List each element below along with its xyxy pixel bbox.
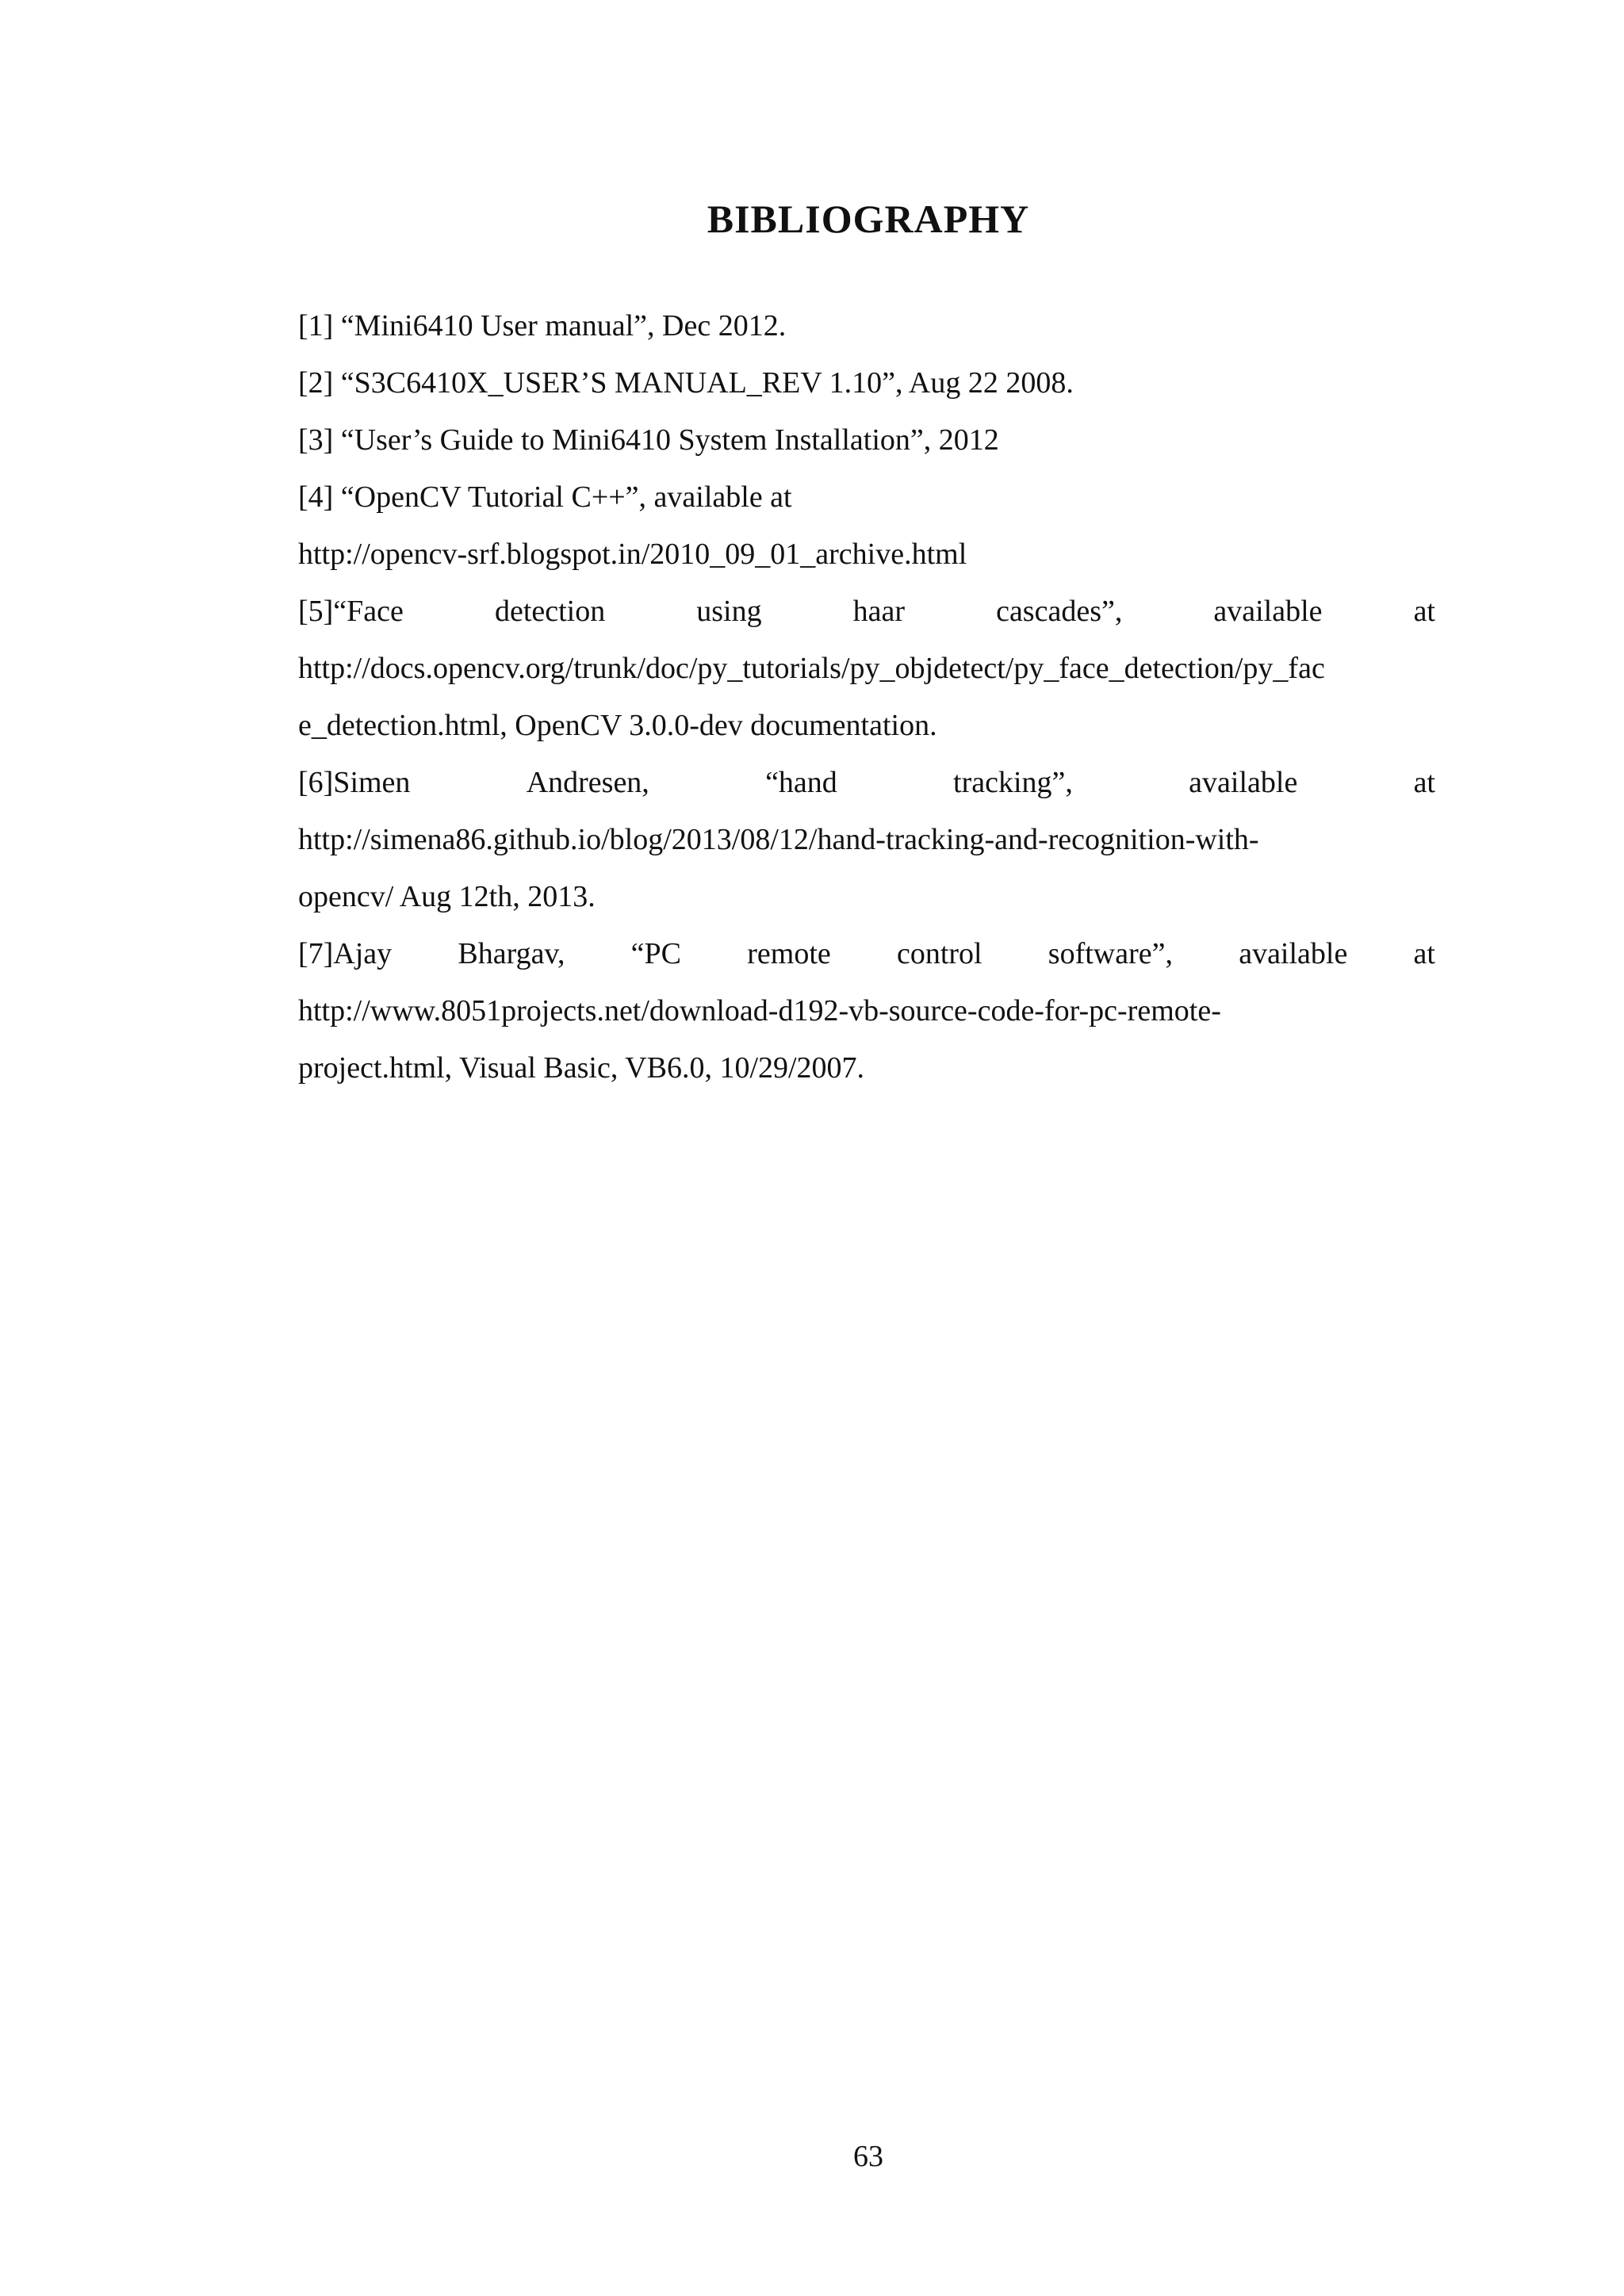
reference-5-word: available — [1213, 595, 1323, 628]
reference-6-line-2: http://simena86.github.io/blog/2013/08/12/hand-tracking-and-recognition-with- — [298, 823, 1259, 856]
reference-1-line-1: [1] “Mini6410 User manual”, Dec 2012. — [298, 309, 787, 342]
reference-6-word: available — [1189, 766, 1298, 799]
reference-6-word: at — [1413, 766, 1435, 799]
reference-4-line-2: http://opencv-srf.blogspot.in/2010_09_01_archive.html — [298, 538, 967, 571]
reference-6-line-3: opencv/ Aug 12th, 2013. — [298, 880, 596, 913]
page-number: 63 — [853, 2140, 883, 2173]
reference-5-line-2: http://docs.opencv.org/trunk/doc/py_tutorials/py_objdetect/py_face_detection/py_fac — [298, 652, 1325, 685]
reference-7-word: available — [1239, 937, 1348, 970]
reference-5-word: using — [696, 595, 762, 628]
reference-6-word: Andresen, — [526, 766, 649, 799]
reference-5-word: cascades”, — [996, 595, 1123, 628]
reference-7-word: Bhargav, — [458, 937, 565, 970]
reference-7-word: remote — [747, 937, 831, 970]
reference-6-word: tracking”, — [953, 766, 1073, 799]
reference-7-line-1 — [298, 925, 1435, 982]
bibliography-list — [298, 297, 1435, 1096]
reference-7-word: [7]Ajay — [298, 937, 393, 970]
reference-5-word: [5]“Face — [298, 595, 404, 628]
reference-5-word: haar — [852, 595, 906, 628]
reference-5-word: at — [1413, 595, 1435, 628]
reference-3-line-1: [3] “User’s Guide to Mini6410 System Installation”, 2012 — [298, 423, 999, 457]
reference-7-line-2: http://www.8051projects.net/download-d192-vb-source-code-for-pc-remote- — [298, 994, 1221, 1027]
reference-7-line-3: project.html, Visual Basic, VB6.0, 10/29/2007. — [298, 1051, 865, 1085]
reference-6-line-1 — [298, 754, 1435, 811]
reference-5-word: detection — [494, 595, 606, 628]
reference-7-word: control — [896, 937, 982, 970]
reference-6-word: “hand — [765, 766, 837, 799]
reference-7-word: “PC — [630, 937, 682, 970]
reference-4-line-1: [4] “OpenCV Tutorial C++”, available at — [298, 480, 792, 514]
reference-6-word: [6]Simen — [298, 766, 411, 799]
reference-2-line-1: [2] “S3C6410X_USER’S MANUAL_REV 1.10”, Aug 22 2008. — [298, 366, 1074, 400]
reference-5-line-3: e_detection.html, OpenCV 3.0.0-dev documentation. — [298, 709, 937, 742]
reference-5-line-1 — [298, 583, 1435, 640]
reference-7-word: software”, — [1048, 937, 1173, 970]
page-title: BIBLIOGRAPHY — [707, 197, 1030, 241]
reference-7-word: at — [1413, 937, 1435, 970]
